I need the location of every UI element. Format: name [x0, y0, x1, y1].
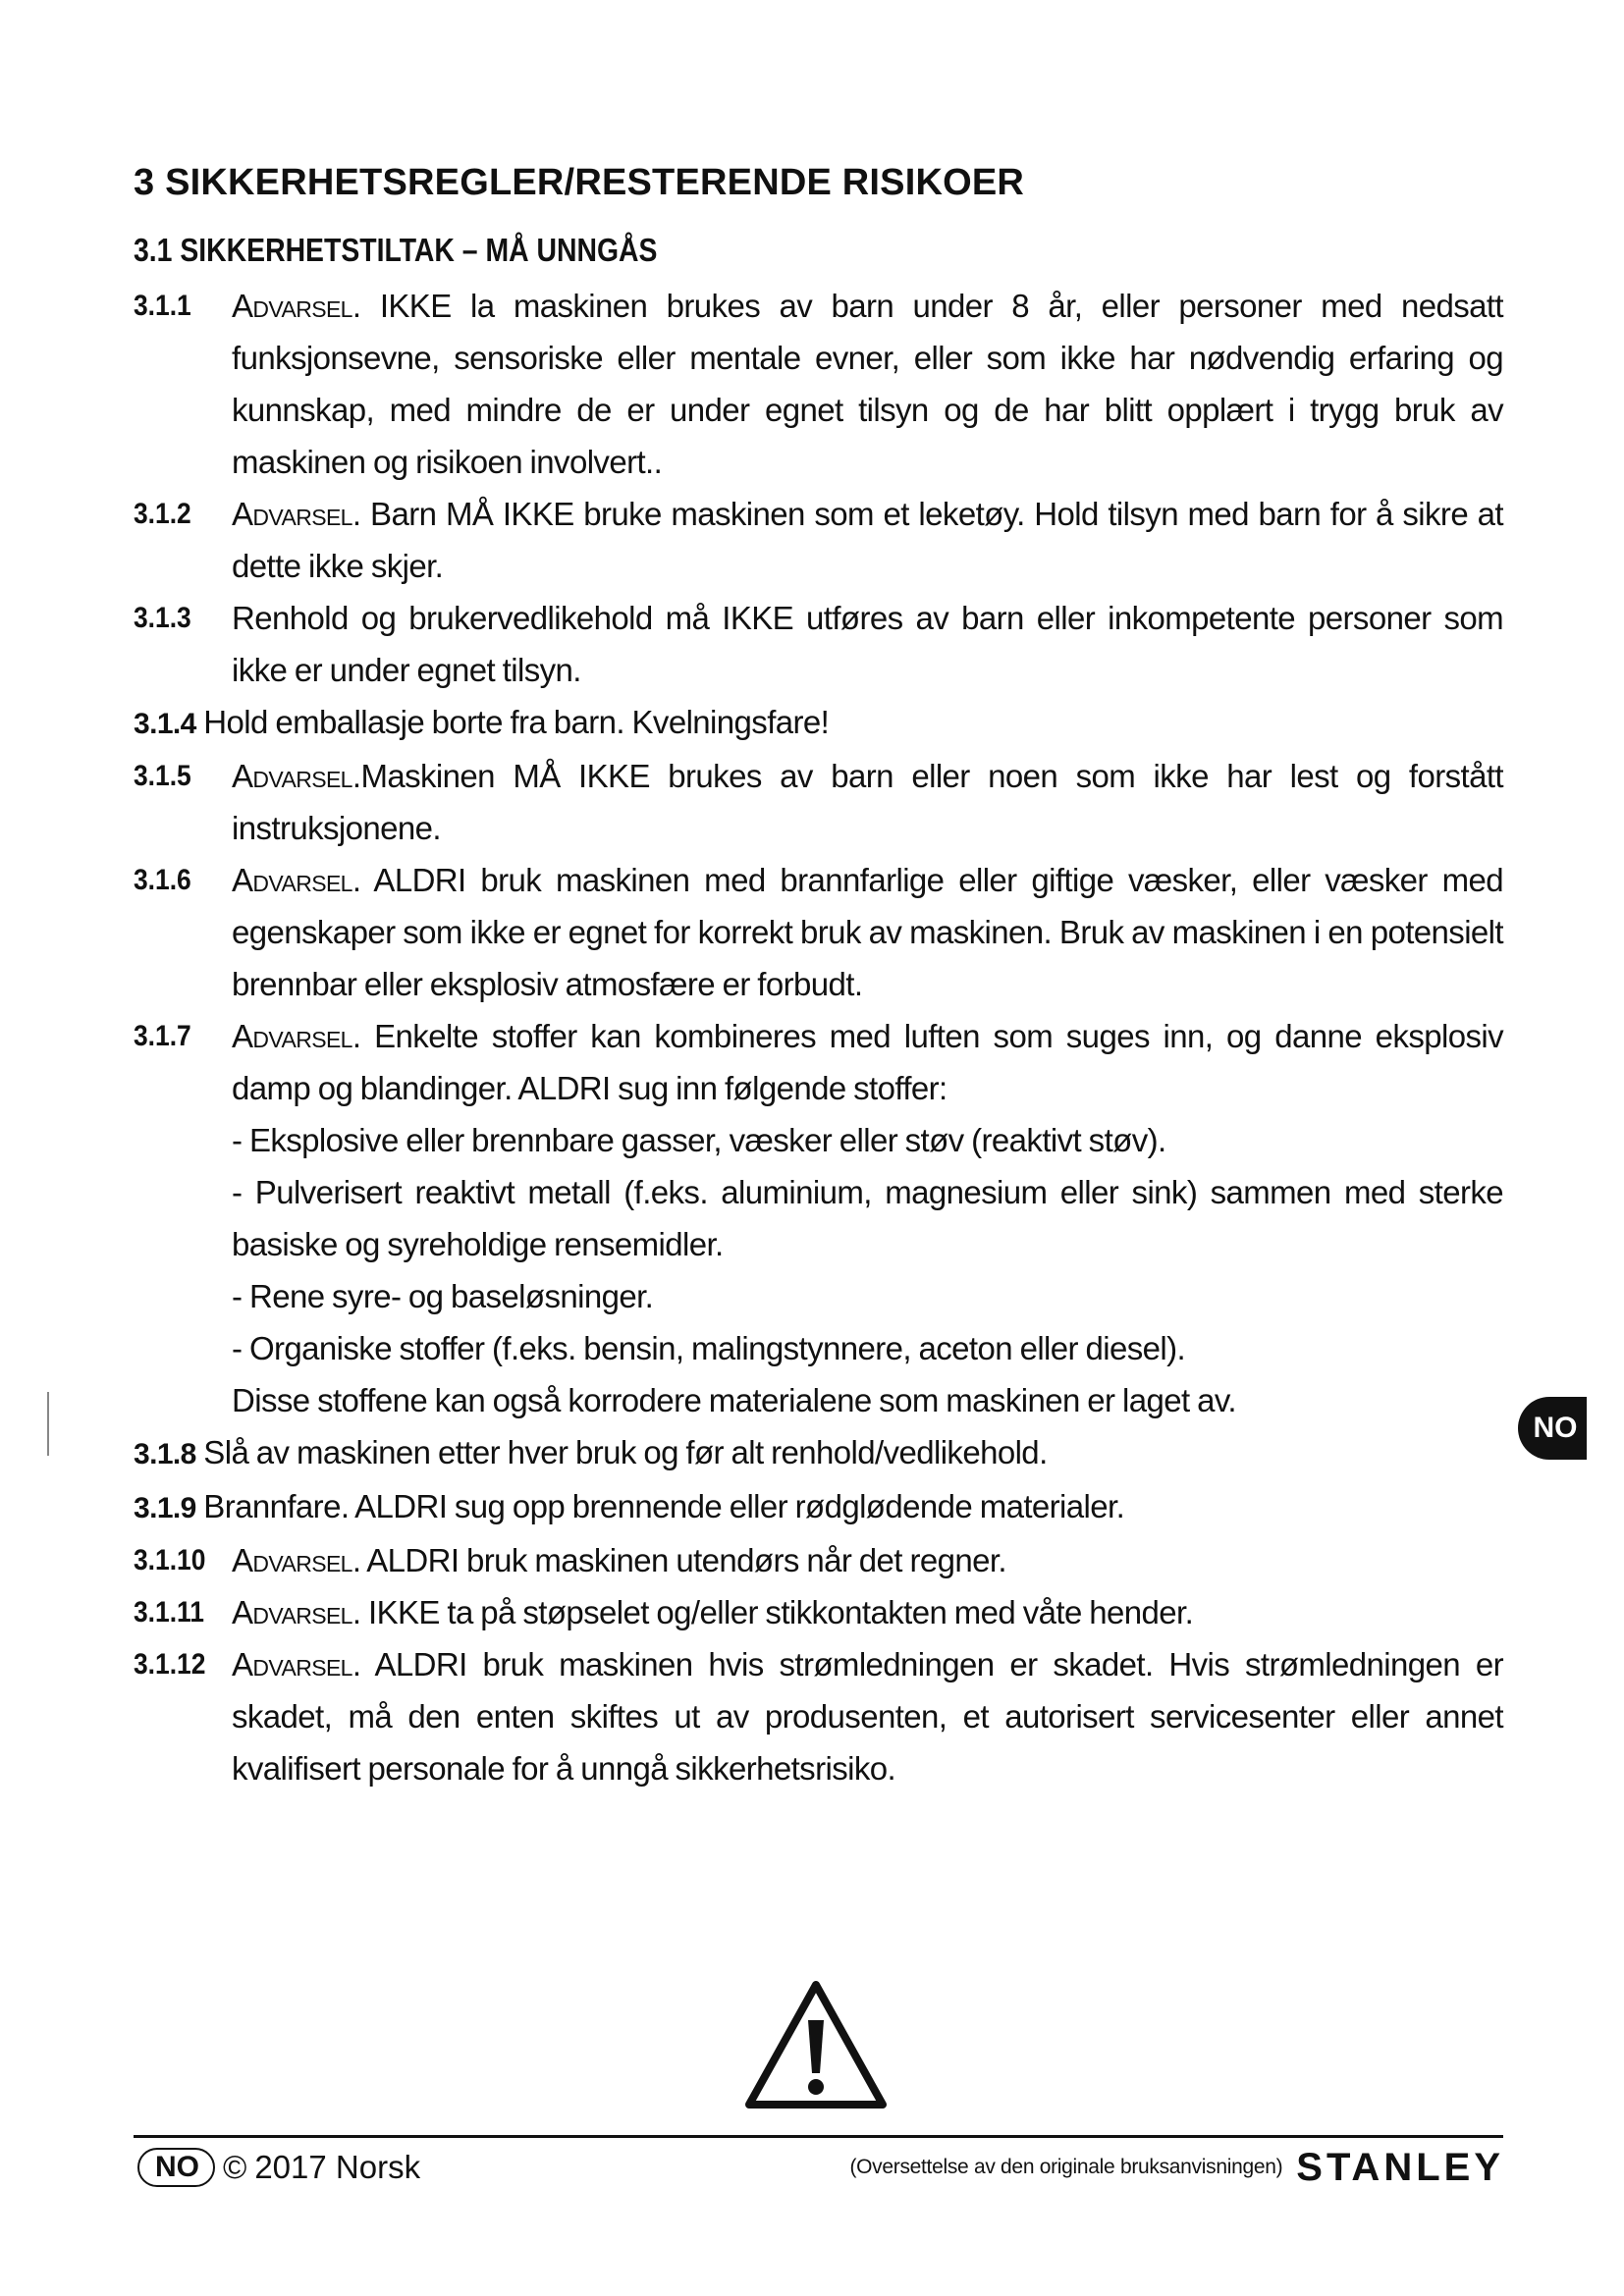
rule-number: 3.1.3: [134, 602, 191, 634]
page-title: 3 SIKKERHETSREGLER/RESTERENDE RISIKOER: [134, 162, 1025, 203]
rule-number: 3.1.6: [134, 864, 191, 896]
warning-label: Advarsel: [232, 1594, 352, 1630]
brand-logo: STANLEY: [1296, 2145, 1504, 2189]
rule-note: Disse stoffene kan også korrodere materialene som maskinen er laget av.: [232, 1382, 1236, 1418]
footer-divider: [134, 2135, 1503, 2138]
rule-body: . IKKE ta på støpselet og/eller stikkontakten med våte hender.: [352, 1594, 1194, 1630]
rule-body: . ALDRI bruk maskinen hvis strømledningen er skadet. Hvis strømledningen er skadet, må den enten skiftes ut av produsenten, et autorisert servicesenter eller annet kvalifisert personale for å unngå sikkerhetsrisiko.: [232, 1646, 1503, 1787]
rule-text: [232, 1534, 1503, 1586]
rule-3-1-7: [134, 1010, 1503, 1426]
warning-label: Advarsel: [232, 862, 352, 898]
rule-3-1-3: [134, 592, 1503, 696]
rule-number: 3.1.7: [134, 1020, 191, 1052]
translation-note: (Oversettelse av den originale bruksanvisningen): [849, 2156, 1283, 2178]
rule-number: 3.1.10: [134, 1544, 206, 1576]
footer-brand-area: [849, 2144, 1504, 2191]
rule-text: [232, 854, 1503, 1010]
margin-mark: [47, 1392, 49, 1456]
rule-text: [232, 1586, 1503, 1638]
safety-rules-list: [134, 280, 1503, 1794]
rule-3-1-2: [134, 488, 1503, 592]
rule-3-1-11: [134, 1586, 1503, 1638]
rule-3-1-12: [134, 1638, 1503, 1794]
list-item: - Rene syre- og baseløsninger.: [232, 1278, 654, 1314]
rule-3-1-6: [134, 854, 1503, 1010]
warning-label: Advarsel: [232, 1018, 352, 1054]
language-tab: NO: [1518, 1397, 1587, 1460]
rule-body: . Enkelte stoffer kan kombineres med luften som suges inn, og danne eksplosiv damp og blandinger. ALDRI sug inn følgende stoffer:: [232, 1018, 1503, 1106]
rule-number: 3.1.4: [134, 708, 196, 740]
footer-copyright: [137, 2144, 420, 2191]
rule-text: Renhold og brukervedlikehold må IKKE utføres av barn eller inkompetente personer som ikke er under egnet tilsyn.: [232, 600, 1503, 688]
rule-body: Brannfare. ALDRI sug opp brennende eller rødglødende materialer.: [195, 1488, 1125, 1524]
warning-label: Advarsel: [232, 288, 352, 324]
rule-body: Slå av maskinen etter hver bruk og før alt renhold/vedlikehold.: [195, 1434, 1048, 1470]
list-item: - Pulverisert reaktivt metall (f.eks. aluminium, magnesium eller sink) sammen med sterke basiske og syreholdige rensemidler.: [232, 1174, 1503, 1262]
rule-text: [134, 1426, 1503, 1480]
copyright-symbol: ©: [223, 2149, 247, 2185]
rule-body: .Maskinen MÅ IKKE brukes av barn eller noen som ikke har lest og forstått instruksjonene.: [232, 758, 1503, 846]
rule-3-1-1: [134, 280, 1503, 488]
rule-body: Hold emballasje borte fra barn. Kvelningsfare!: [195, 704, 830, 740]
rule-3-1-5: [134, 750, 1503, 854]
warning-label: Advarsel: [232, 1646, 352, 1682]
rule-body: . Barn MÅ IKKE bruke maskinen som et leketøy. Hold tilsyn med barn for å sikre at dette ikke skjer.: [232, 496, 1503, 584]
language-badge: NO: [137, 2148, 215, 2187]
rule-number: 3.1.8: [134, 1438, 196, 1470]
rule-number: 3.1.1: [134, 290, 191, 322]
rule-text: [232, 488, 1503, 592]
rule-3-1-10: [134, 1534, 1503, 1586]
rule-text: [232, 280, 1503, 488]
rule-number: 3.1.5: [134, 760, 191, 792]
rule-number: 3.1.12: [134, 1648, 206, 1681]
rule-text: [134, 1480, 1503, 1534]
rule-text: [134, 696, 1503, 750]
rule-3-1-9: [134, 1480, 1503, 1534]
rule-body: . ALDRI bruk maskinen med brannfarlige eller giftige væsker, eller væsker med egenskaper som ikke er egnet for korrekt bruk av maskinen. Bruk av maskinen i en potensielt brennbar eller eksplosiv atmosfære er forbudt.: [232, 862, 1503, 1002]
rule-intro: [232, 1010, 1503, 1114]
warning-label: Advarsel: [232, 758, 352, 794]
rule-body: . IKKE la maskinen brukes av barn under 8 år, eller personer med nedsatt funksjonsevne, sensoriske eller mentale evner, eller som ikke har nødvendig erfaring og kunnskap, med mindre de er under egnet tilsyn og de har blitt opplært i trygg bruk av maskinen og risikoen involvert..: [232, 288, 1503, 480]
warning-label: Advarsel: [232, 1542, 352, 1578]
list-item: - Organiske stoffer (f.eks. bensin, malingstynnere, aceton eller diesel).: [232, 1330, 1186, 1366]
section-title: 3.1 SIKKERHETSTILTAK – MÅ UNNGÅS: [134, 232, 658, 268]
rule-number: 3.1.11: [134, 1596, 204, 1629]
rule-text: [232, 1010, 1503, 1426]
rule-3-1-8: [134, 1426, 1503, 1480]
rule-number: 3.1.9: [134, 1492, 196, 1524]
rule-body: . ALDRI bruk maskinen utendørs når det regner.: [352, 1542, 1006, 1578]
copyright-text: 2017 Norsk: [254, 2149, 421, 2185]
list-item: - Eksplosive eller brennbare gasser, væsker eller støv (reaktivt støv).: [232, 1122, 1166, 1158]
warning-triangle-icon: [742, 1977, 890, 2111]
rule-3-1-4: [134, 696, 1503, 750]
warning-label: Advarsel: [232, 496, 352, 532]
rule-text: [232, 1638, 1503, 1794]
rule-number: 3.1.2: [134, 498, 191, 530]
rule-text: [232, 750, 1503, 854]
